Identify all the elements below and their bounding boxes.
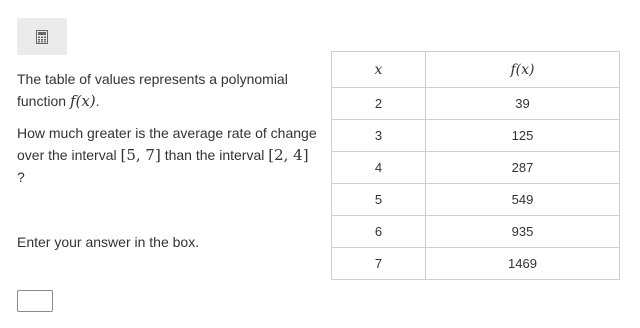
table-row <box>332 88 620 120</box>
table-row <box>332 120 620 152</box>
cell-x: 5 <box>332 184 426 216</box>
ask-text-2: than the interval <box>164 147 265 163</box>
cell-fx: 549 <box>426 184 620 216</box>
ask-text-1: How much greater is the average rate of change over the interval <box>17 125 317 163</box>
intro-end: . <box>95 93 100 109</box>
cell-fx: 935 <box>426 216 620 248</box>
intro-text: The table of values represents a polynomial function <box>17 71 288 109</box>
table-header-row <box>332 52 620 88</box>
calculator-icon <box>36 30 48 44</box>
cell-x: 7 <box>332 248 426 280</box>
cell-fx: 39 <box>426 88 620 120</box>
question-text <box>17 68 317 188</box>
table-row <box>332 184 620 216</box>
calculator-button[interactable] <box>17 18 67 55</box>
question-intro <box>17 68 317 112</box>
cell-fx: 1469 <box>426 248 620 280</box>
function-notation: f(x) <box>69 92 96 110</box>
header-x: x <box>332 52 426 88</box>
table-row <box>332 248 620 280</box>
cell-x: 3 <box>332 120 426 152</box>
cell-x: 2 <box>332 88 426 120</box>
cell-fx: 287 <box>426 152 620 184</box>
ask-end: ? <box>17 169 25 185</box>
cell-x: 6 <box>332 216 426 248</box>
question-ask <box>17 122 317 188</box>
table-row <box>332 152 620 184</box>
header-fx: f(x) <box>426 52 620 88</box>
interval-one: [5, 7] <box>120 146 161 164</box>
cell-x: 4 <box>332 152 426 184</box>
table-row <box>332 216 620 248</box>
values-table <box>331 51 620 280</box>
answer-prompt: Enter your answer in the box. <box>17 234 200 250</box>
cell-fx: 125 <box>426 120 620 152</box>
answer-input[interactable] <box>17 290 53 312</box>
interval-two: [2, 4] <box>268 146 309 164</box>
